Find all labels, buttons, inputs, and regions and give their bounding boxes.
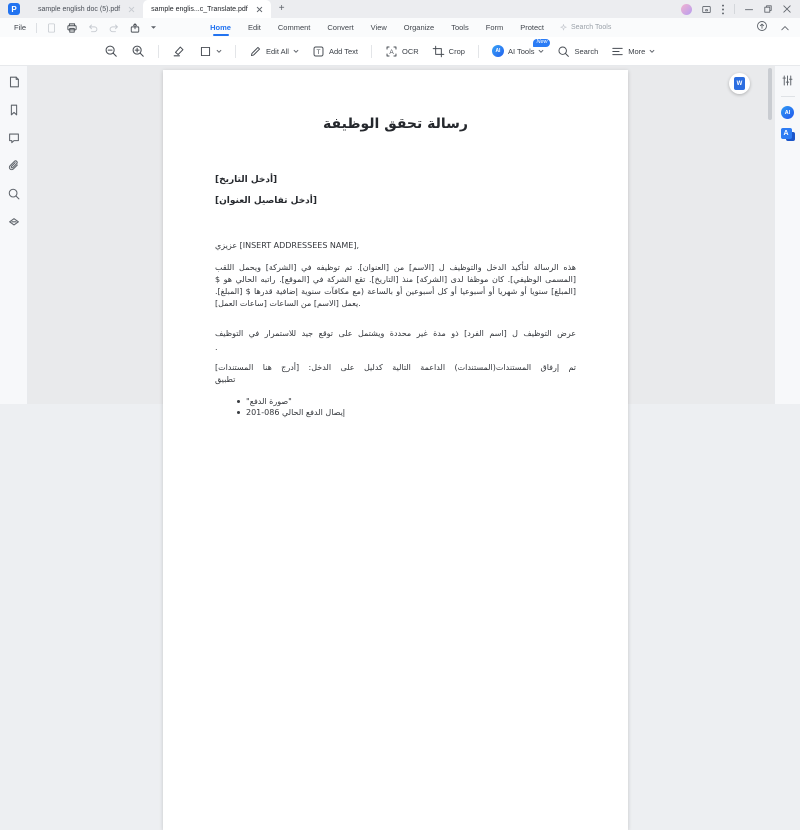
right-panel-rail: [774, 66, 800, 404]
list-item[interactable]: [215, 407, 576, 418]
ai-tools-button[interactable]: [492, 39, 548, 57]
menu-comment[interactable]: Comment: [277, 23, 311, 32]
tab-close-icon[interactable]: [128, 6, 135, 13]
chevron-down-icon: [649, 49, 655, 54]
zoom-in-button[interactable]: [131, 44, 145, 58]
divider: [478, 45, 479, 58]
add-text-button[interactable]: [312, 45, 358, 58]
divider: [158, 45, 159, 58]
attachments-icon[interactable]: [7, 159, 21, 173]
app-logo-icon: P: [8, 3, 20, 15]
menu-edit[interactable]: Edit: [247, 23, 261, 32]
document-tab-1[interactable]: [30, 0, 143, 18]
bullet-text: إيصال الدفع الحالي 086-201: [246, 408, 346, 417]
redo-icon[interactable]: [108, 22, 120, 34]
vertical-scrollbar[interactable]: [768, 68, 772, 120]
crop-label: Crop: [448, 46, 465, 56]
menu-protect[interactable]: Protect: [520, 23, 544, 32]
date-placeholder-line[interactable]: [أدخل التاريخ]: [215, 175, 278, 185]
pdf-page[interactable]: [163, 70, 628, 830]
bullet-icon: [237, 400, 240, 403]
paragraph-2-period[interactable]: .: [215, 343, 218, 352]
menu-form[interactable]: Form: [485, 23, 504, 32]
left-panel-rail: [0, 66, 28, 404]
menu-file[interactable]: File: [14, 23, 27, 32]
search-label: Search: [574, 46, 599, 56]
bullet-icon: [237, 411, 240, 414]
highlighter-button[interactable]: [172, 44, 186, 58]
restore-button[interactable]: [763, 4, 773, 14]
tab-close-icon[interactable]: [256, 6, 263, 13]
search-button[interactable]: [557, 45, 598, 58]
menu-view[interactable]: View: [370, 23, 387, 32]
close-window-button[interactable]: [782, 4, 792, 14]
menu-organize[interactable]: Organize: [403, 23, 435, 32]
minimize-button[interactable]: [744, 4, 754, 14]
share-export-icon[interactable]: [129, 22, 141, 34]
menu-home[interactable]: Home: [209, 19, 232, 36]
divider: [734, 4, 735, 14]
menu-tools[interactable]: Tools: [451, 23, 469, 32]
signature-stamp-icon[interactable]: [7, 215, 21, 229]
shape-rectangle-button[interactable]: [199, 45, 222, 58]
zoom-out-button[interactable]: [104, 44, 118, 58]
search-tools-label: Search Tools: [571, 24, 612, 31]
toolbar: [0, 37, 800, 66]
more-button[interactable]: [611, 46, 655, 57]
menu-bar: [0, 18, 800, 37]
menu-convert[interactable]: Convert: [327, 23, 354, 32]
search-panel-icon[interactable]: [7, 187, 21, 201]
collapse-toolbar-icon[interactable]: [780, 19, 790, 37]
new-badge: New: [533, 39, 550, 47]
ai-tools-label: AI Tools: [507, 46, 535, 56]
divider: [235, 45, 236, 58]
bookmarks-icon[interactable]: [7, 103, 21, 117]
edit-all-label: Edit All: [266, 46, 289, 56]
chevron-down-icon: [216, 49, 222, 54]
undo-icon[interactable]: [87, 22, 99, 34]
ocr-label: OCR: [402, 46, 419, 56]
document-title[interactable]: رسالة تحقق الوظيفة: [323, 116, 468, 132]
body-paragraph-1[interactable]: هذه الرسالة لتأكيد الدخل والتوظيف ل [الاسم] من [العنوان]. تم توظيفه في [الشركة] ويحمل اللقب [المسمى الوظيفي]. كان موظفا لدى [الشركة] منذ [التاريخ]. تقع الشركة في [الموقع]. راتبه الحالي هو $ [المبلغ] سنويا أو شهريا أو أسبوعيا أو كل أسبوعين أو بالساعة (مع مكافآت سنوية إضافية قدرها $ [المبلغ]. يعمل [الاسم] من الساعات [ساعات العمل].: [215, 263, 576, 308]
ai-assistant-icon[interactable]: AI: [781, 106, 794, 119]
sparkle-icon: [559, 23, 568, 32]
translate-icon-front: A: [781, 128, 792, 139]
translate-icon[interactable]: [781, 128, 795, 141]
add-text-label: Add Text: [328, 46, 358, 56]
document-tab-2-active[interactable]: [143, 0, 271, 18]
divider: [781, 96, 795, 97]
new-tab-button[interactable]: +: [278, 3, 285, 14]
edit-all-button[interactable]: [249, 45, 299, 58]
body-paragraph-3[interactable]: تم إرفاق المستندات(المستندات) الداعمة التالية كدليل على الدخل: [أدرج هنا المستندات]: [215, 363, 576, 372]
print-icon[interactable]: [66, 22, 78, 34]
bullet-list: [215, 396, 576, 418]
paragraph-3-wrap-word[interactable]: تطبيق: [215, 375, 236, 384]
account-avatar[interactable]: [681, 4, 692, 15]
convert-to-word-button[interactable]: [729, 73, 750, 94]
word-file-icon: W: [734, 77, 745, 90]
svg-text:A: A: [389, 48, 394, 56]
thumbnails-icon[interactable]: [7, 75, 21, 89]
comments-icon[interactable]: [7, 131, 21, 145]
ocr-button[interactable]: [385, 45, 419, 58]
more-label: More: [628, 46, 646, 56]
properties-sliders-icon[interactable]: [781, 74, 794, 87]
tab-label: sample english doc (5).pdf: [38, 5, 121, 13]
quick-access-dropdown-icon[interactable]: [150, 25, 157, 30]
main-menu: [209, 19, 545, 36]
salutation-line[interactable]: عزيزي [INSERT ADDRESSEES NAME],: [215, 241, 360, 250]
upload-cloud-icon[interactable]: [756, 19, 768, 37]
chevron-down-icon: [538, 49, 544, 54]
window-tab-bar: [0, 0, 800, 18]
document-canvas[interactable]: [28, 66, 774, 417]
more-vertical-icon[interactable]: [721, 4, 725, 15]
bullet-text: "صورة الدفع": [246, 397, 292, 406]
list-item[interactable]: [215, 396, 576, 407]
chevron-down-icon: [293, 49, 299, 54]
address-placeholder-line[interactable]: [أدخل تفاصيل العنوان]: [215, 196, 318, 206]
crop-button[interactable]: [432, 45, 465, 58]
ai-icon: AI: [492, 45, 504, 57]
divider: [36, 23, 37, 33]
svg-text:T: T: [316, 48, 321, 56]
body-paragraph-2[interactable]: عرض التوظيف ل [اسم الفرد] ذو مدة غير محددة ويشتمل على توقع جيد للاستمرار في التوظيف: [215, 329, 576, 338]
save-icon[interactable]: [46, 22, 57, 34]
divider: [371, 45, 372, 58]
feedback-icon[interactable]: [701, 4, 712, 15]
tab-label: sample englis...c_Translate.pdf: [151, 5, 248, 13]
search-tools-field[interactable]: [559, 23, 611, 32]
